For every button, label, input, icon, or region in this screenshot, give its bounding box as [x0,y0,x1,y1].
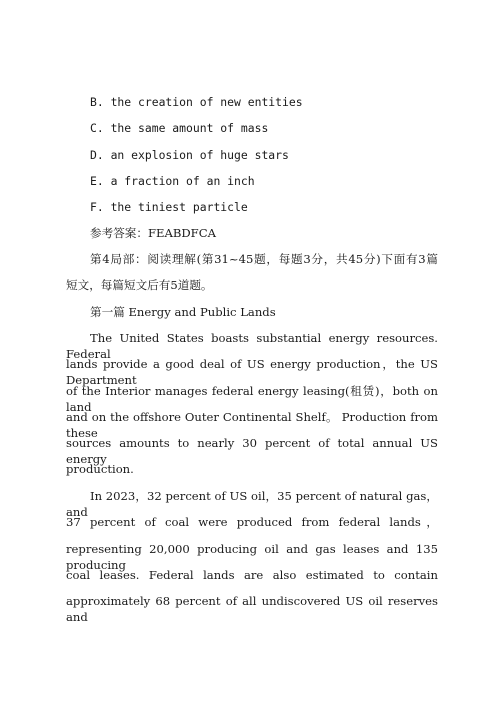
paragraph-line: 37 percent of coal were produced from federal lands， [66,515,438,530]
paragraph-line: approximately 68 percent of all undiscovered US oil reserves and [66,594,438,625]
section-intro [66,251,438,304]
paragraph-1 [66,330,438,488]
section-intro-line: 第4局部：阅读理解(第31~45题，每题3分，共45分)下面有3篇 [90,252,438,266]
paragraph-line: representing 20,000 producing oil and gas leases and 135 producing [66,541,438,572]
option-e: E. a fraction of an inch [90,174,255,188]
option-c: C. the same amount of mass [90,121,269,135]
paragraph-line: coal leases. Federal lands are also estimated to contain [66,567,438,582]
paragraph-line: The United States boasts substantial energy resources. Federal [66,331,438,361]
passage-title: 第一篇 Energy and Public Lands [90,305,276,319]
option-f: F. the tiniest particle [90,200,248,214]
paragraph-line: and on the offshore Outer Continental Shelf。 Production from these [66,409,438,440]
paragraph-line: production. [66,462,134,477]
paragraph-line: In 2023，32 percent of US oil，35 percent of natural gas，and [66,489,438,519]
paragraph-2 [66,488,438,625]
paragraph-line: of the Interior manages federal energy leasing(租赁)，both on land [66,383,438,414]
answer-key: 参考答案：FEABDFCA [90,226,216,240]
paragraph-line: lands provide a good deal of US energy production，the US Department [66,357,438,388]
option-d: D. an explosion of huge stars [90,148,289,162]
paragraph-line: sources amounts to nearly 30 percent of total annual US energy [66,436,438,467]
option-b: B. the creation of new entities [90,95,303,109]
section-intro-line: 短文，每篇短文后有5道题。 [66,278,213,293]
